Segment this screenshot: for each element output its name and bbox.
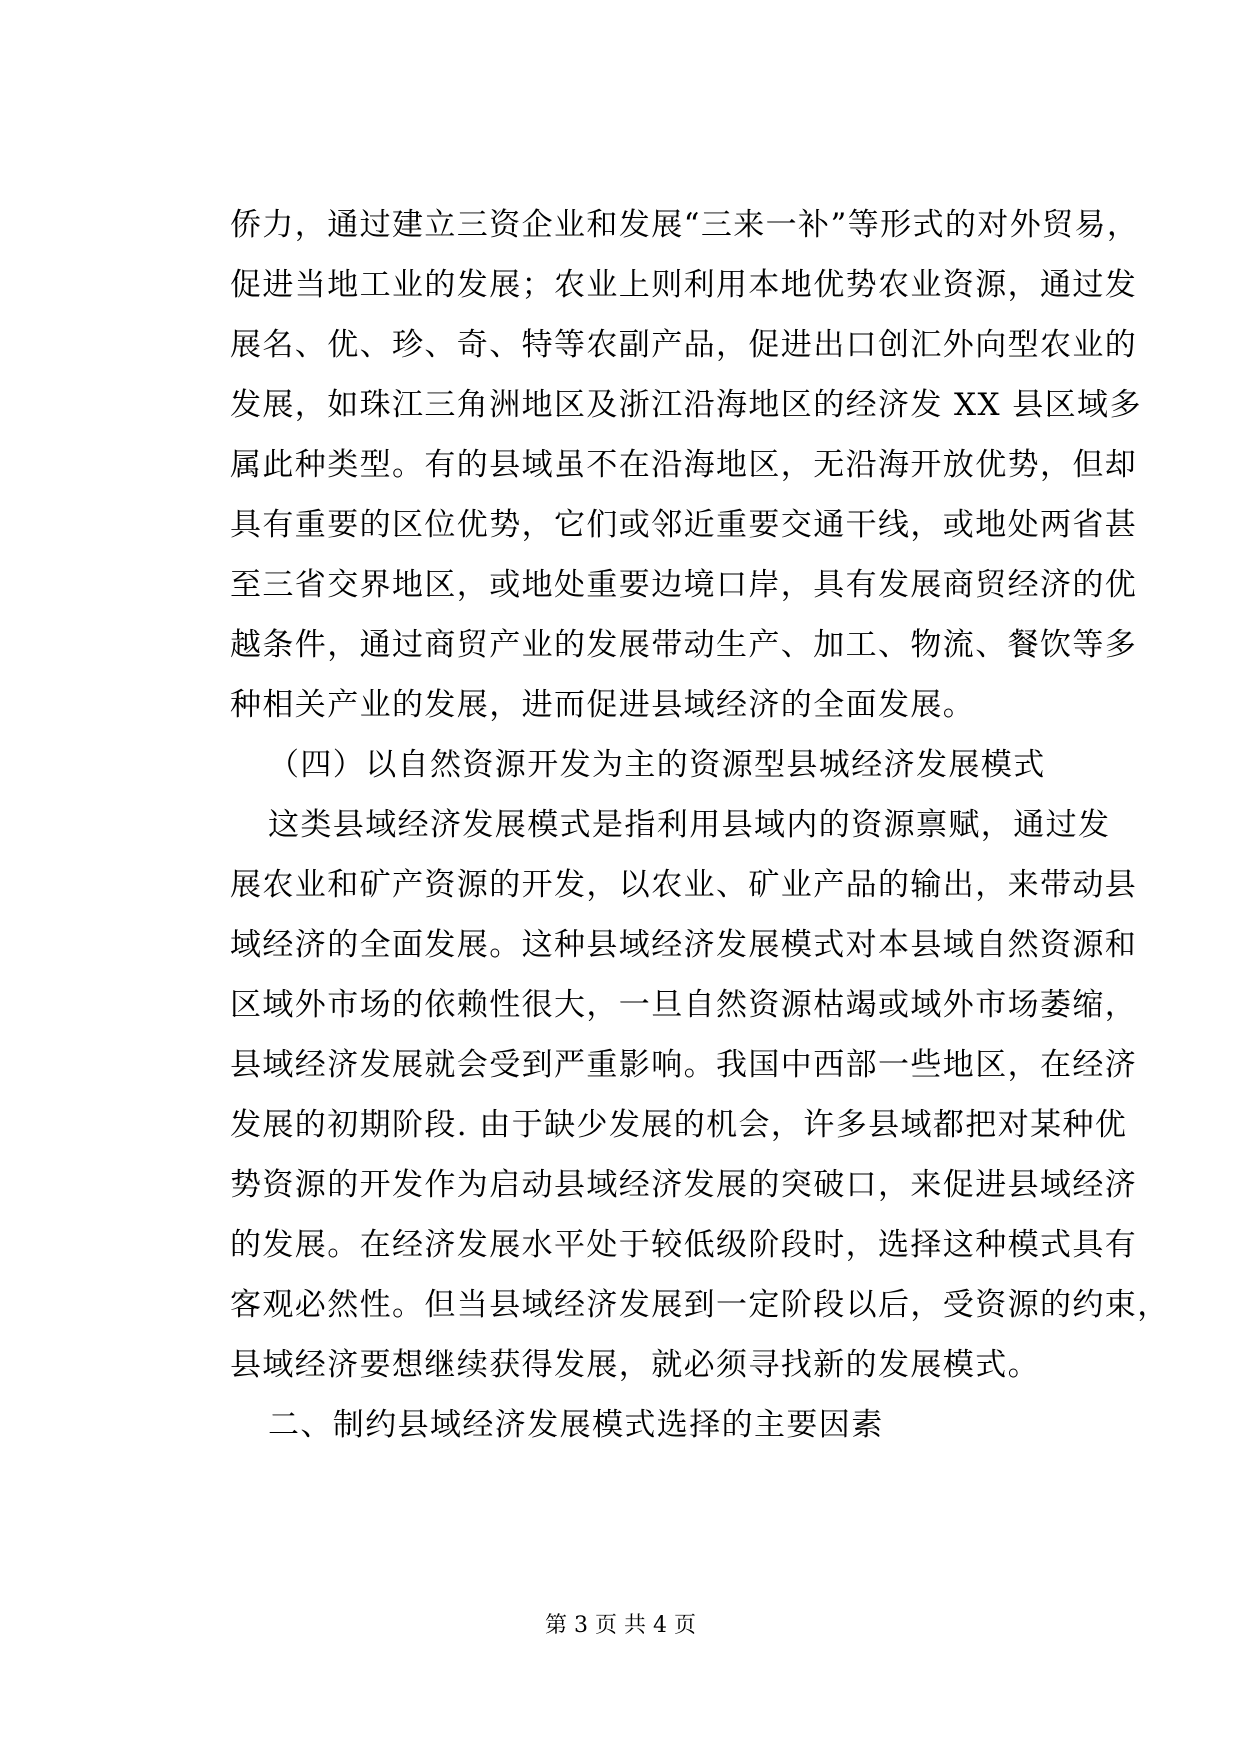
text-line: 县域经济发展就会受到严重影响。我国中西部一些地区，在经济 (230, 1047, 1138, 1083)
paragraph-start-line: 这类县域经济发展模式是指利用县域内的资源禀赋，通过发 (268, 807, 1111, 843)
text-line: 种相关产业的发展，进而促进县域经济的全面发展。 (230, 687, 976, 723)
text-line: 侨力，通过建立三资企业和发展“三来一补”等形式的对外贸易， (230, 207, 1140, 243)
text-line: 客观必然性。但当县域经济发展到一定阶段以后，受资源的约束， (230, 1287, 1170, 1323)
text-line: 势资源的开发作为启动县域经济发展的突破口，来促进县域经济 (230, 1167, 1138, 1203)
text-line: 展农业和矿产资源的开发，以农业、矿业产品的输出，来带动县 (230, 867, 1138, 903)
text-line: 属此种类型。有的县域虽不在沿海地区，无沿海开放优势，但却 (230, 447, 1138, 483)
text-line: 至三省交界地区，或地处重要边境口岸，具有发展商贸经济的优 (230, 567, 1138, 603)
page-number-footer: 第 3 页 共 4 页 (545, 1613, 696, 1638)
section-heading-2: 二、制约县域经济发展模式选择的主要因素 (268, 1407, 884, 1443)
text-line: 促进当地工业的发展；农业上则利用本地优势农业资源，通过发 (230, 267, 1138, 303)
section-heading-4: （四）以自然资源开发为主的资源型县城经济发展模式 (268, 747, 1046, 783)
text-line: 具有重要的区位优势，它们或邻近重要交通干线，或地处两省甚 (230, 507, 1138, 543)
text-line: 域经济的全面发展。这种县域经济发展模式对本县域自然资源和 (230, 927, 1138, 963)
text-line: 展名、优、珍、奇、特等农副产品，促进出口创汇外向型农业的 (230, 327, 1138, 363)
text-line: 区域外市场的依赖性很大，一旦自然资源枯竭或域外市场萎缩， (230, 987, 1138, 1023)
text-line: 越条件，通过商贸产业的发展带动生产、加工、物流、餐饮等多 (230, 627, 1138, 663)
text-line: 县域经济要想继续获得发展，就必须寻找新的发展模式。 (230, 1347, 1040, 1383)
text-line: 发展，如珠江三角洲地区及浙江沿海地区的经济发 XX 县区域多 (230, 387, 1142, 423)
text-line: 的发展。在经济发展水平处于较低级阶段时，选择这种模式具有 (230, 1227, 1138, 1263)
text-line: 发展的初期阶段. 由于缺少发展的机会，许多县域都把对某种优 (230, 1107, 1128, 1143)
